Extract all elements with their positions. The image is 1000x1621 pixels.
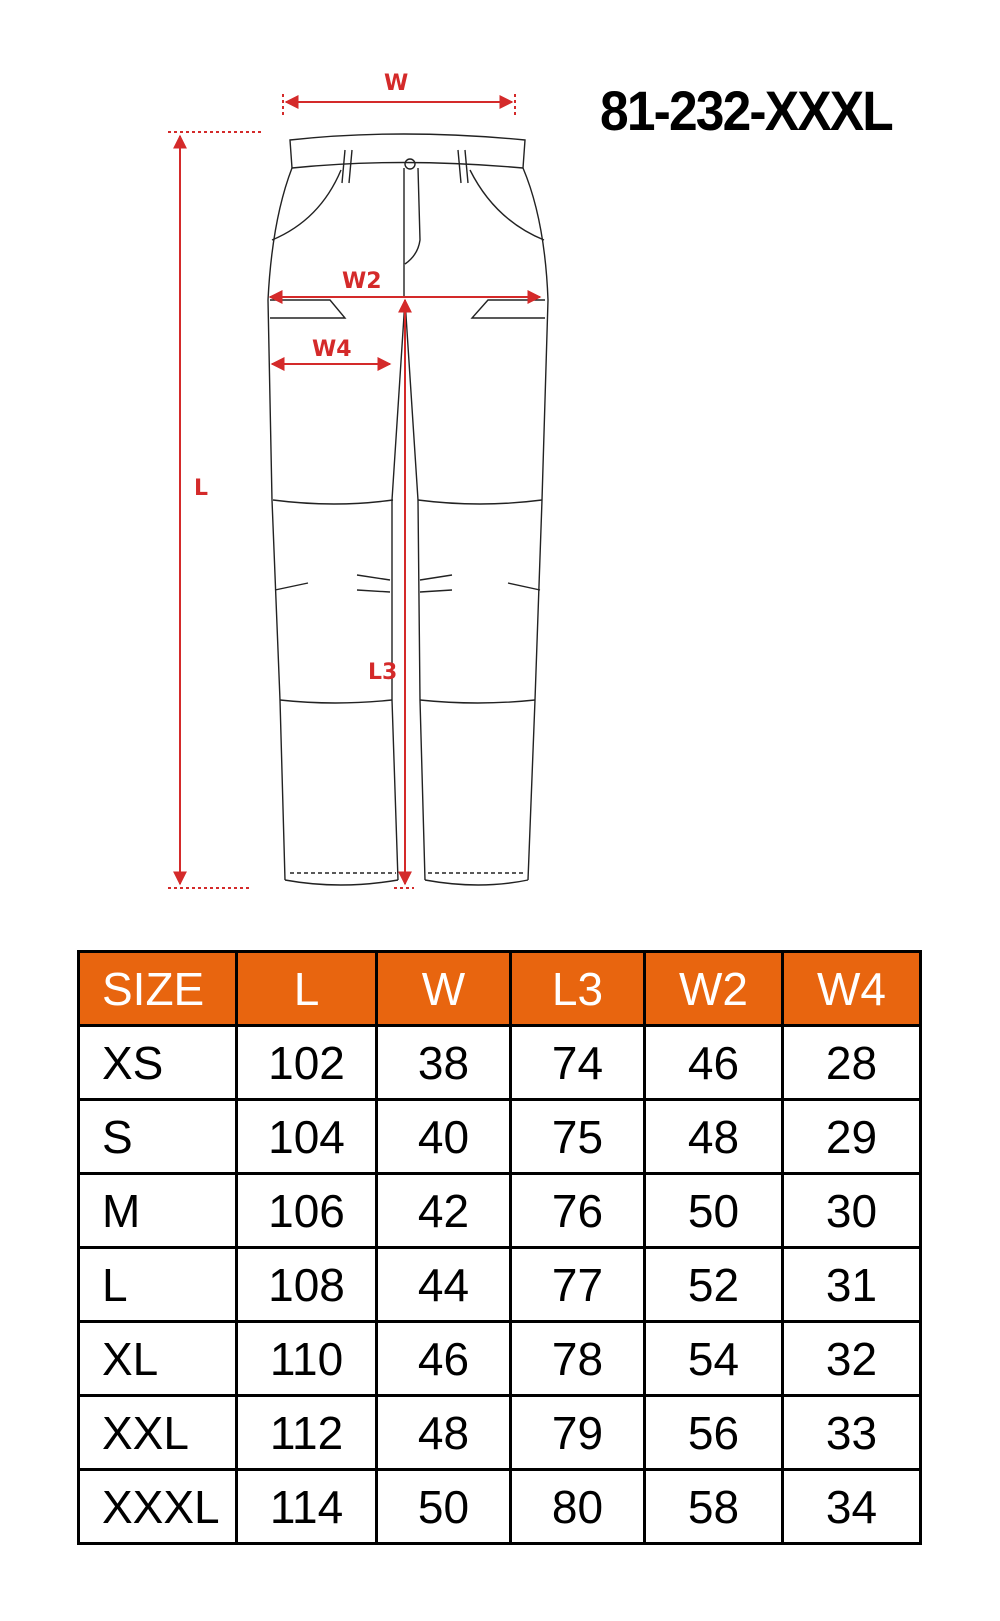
dimension-label-w4: W4 bbox=[312, 337, 352, 362]
table-cell: 33 bbox=[783, 1396, 921, 1470]
dimension-label-l3: L3 bbox=[368, 660, 398, 685]
header-l: L bbox=[237, 952, 377, 1026]
table-cell: 48 bbox=[645, 1100, 783, 1174]
table-row bbox=[79, 1396, 921, 1470]
table-cell: 42 bbox=[377, 1174, 511, 1248]
table-cell: 50 bbox=[645, 1174, 783, 1248]
dimension-label-l: L bbox=[194, 476, 209, 501]
table-cell: 32 bbox=[783, 1322, 921, 1396]
dimension-label-w2: W2 bbox=[342, 269, 382, 294]
trousers-outline bbox=[268, 134, 548, 885]
table-row bbox=[79, 1248, 921, 1322]
table-row bbox=[79, 1470, 921, 1544]
size-cell: XS bbox=[79, 1026, 237, 1100]
table-cell: 50 bbox=[377, 1470, 511, 1544]
table-row bbox=[79, 1174, 921, 1248]
table-cell: 108 bbox=[237, 1248, 377, 1322]
table-cell: 56 bbox=[645, 1396, 783, 1470]
table-cell: 102 bbox=[237, 1026, 377, 1100]
table-cell: 76 bbox=[511, 1174, 645, 1248]
header-w2: W2 bbox=[645, 952, 783, 1026]
table-row bbox=[79, 1026, 921, 1100]
table-cell: 40 bbox=[377, 1100, 511, 1174]
size-cell: L bbox=[79, 1248, 237, 1322]
table-cell: 54 bbox=[645, 1322, 783, 1396]
table-cell: 106 bbox=[237, 1174, 377, 1248]
table-cell: 52 bbox=[645, 1248, 783, 1322]
table-cell: 77 bbox=[511, 1248, 645, 1322]
table-cell: 78 bbox=[511, 1322, 645, 1396]
table-cell: 114 bbox=[237, 1470, 377, 1544]
table-cell: 31 bbox=[783, 1248, 921, 1322]
size-cell: S bbox=[79, 1100, 237, 1174]
table-cell: 34 bbox=[783, 1470, 921, 1544]
table-cell: 46 bbox=[377, 1322, 511, 1396]
table-row bbox=[79, 1322, 921, 1396]
table-cell: 44 bbox=[377, 1248, 511, 1322]
header-w: W bbox=[377, 952, 511, 1026]
header-size: SIZE bbox=[79, 952, 237, 1026]
table-cell: 28 bbox=[783, 1026, 921, 1100]
product-code: 81-232-XXXL bbox=[600, 79, 892, 142]
table-cell: 75 bbox=[511, 1100, 645, 1174]
table-row bbox=[79, 1100, 921, 1174]
table-header-row bbox=[79, 952, 921, 1026]
size-cell: XXXL bbox=[79, 1470, 237, 1544]
table-cell: 74 bbox=[511, 1026, 645, 1100]
table-cell: 58 bbox=[645, 1470, 783, 1544]
header-l3: L3 bbox=[511, 952, 645, 1026]
table-cell: 80 bbox=[511, 1470, 645, 1544]
table-cell: 29 bbox=[783, 1100, 921, 1174]
size-cell: M bbox=[79, 1174, 237, 1248]
dimension-label-w: W bbox=[384, 71, 409, 96]
header-w4: W4 bbox=[783, 952, 921, 1026]
table-cell: 38 bbox=[377, 1026, 511, 1100]
dimension-lines bbox=[168, 94, 540, 888]
size-cell: XXL bbox=[79, 1396, 237, 1470]
size-chart-table bbox=[77, 950, 922, 1545]
table-cell: 30 bbox=[783, 1174, 921, 1248]
size-cell: XL bbox=[79, 1322, 237, 1396]
table-cell: 79 bbox=[511, 1396, 645, 1470]
table-cell: 104 bbox=[237, 1100, 377, 1174]
table-cell: 112 bbox=[237, 1396, 377, 1470]
table-cell: 48 bbox=[377, 1396, 511, 1470]
table-cell: 46 bbox=[645, 1026, 783, 1100]
table-cell: 110 bbox=[237, 1322, 377, 1396]
